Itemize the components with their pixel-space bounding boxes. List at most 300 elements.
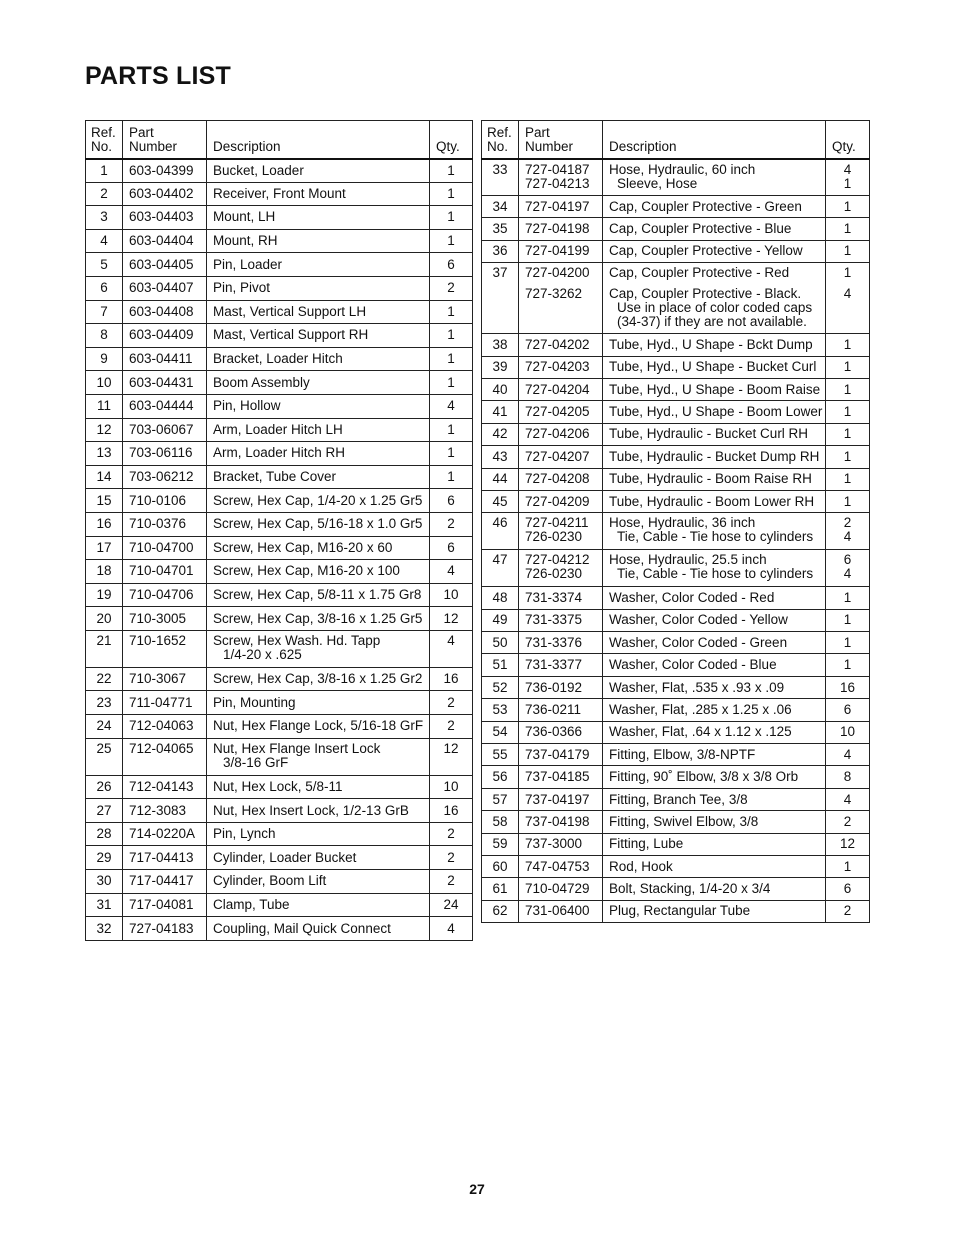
ref-number-cell: 35 <box>482 218 519 240</box>
quantity-cell: 6 <box>826 878 870 900</box>
quantity-cell: 10 <box>430 775 473 799</box>
description-cell: Mount, RH <box>207 229 430 253</box>
table-row <box>482 609 870 631</box>
quantity-cell: 12 <box>430 607 473 631</box>
part-number-cell: 710-3005 <box>123 607 207 631</box>
part-number-cell: 703-06116 <box>123 442 207 466</box>
description-cell: Washer, Color Coded - Yellow <box>603 609 826 631</box>
ref-number-cell: 43 <box>482 446 519 468</box>
ref-number-cell: 28 <box>86 822 123 846</box>
description-cell: Tube, Hyd., U Shape - Boom Lower <box>603 401 826 423</box>
ref-number-cell: 22 <box>86 667 123 691</box>
ref-number-cell: 52 <box>482 676 519 698</box>
part-number-cell: 603-04399 <box>123 159 207 183</box>
description-cell: Tube, Hyd., U Shape - Boom Raise <box>603 378 826 400</box>
quantity-cell: 2 <box>430 512 473 536</box>
table-row <box>86 229 473 253</box>
table-row <box>86 206 473 230</box>
description-cell: Plug, Rectangular Tube <box>603 900 826 922</box>
quantity-cell: 1 <box>430 324 473 348</box>
ref-number-cell: 61 <box>482 878 519 900</box>
ref-number-cell: 7 <box>86 300 123 324</box>
description-cell: Arm, Loader Hitch RH <box>207 442 430 466</box>
quantity-cell: 1 <box>430 159 473 183</box>
table-row <box>86 489 473 513</box>
part-number-cell: 603-04405 <box>123 253 207 277</box>
table-row <box>482 159 870 196</box>
table-row <box>482 196 870 218</box>
ref-number-cell: 17 <box>86 536 123 560</box>
description-cell: Tube, Hyd., U Shape - Bckt Dump <box>603 334 826 356</box>
table-row <box>86 512 473 536</box>
description-cell: Cap, Coupler Protective - Yellow <box>603 240 826 262</box>
description-cell: Screw, Hex Cap, 1/4-20 x 1.25 Gr5 <box>207 489 430 513</box>
part-number-cell: 717-04081 <box>123 893 207 917</box>
description-cell: Screw, Hex Wash. Hd. Tapp 1/4-20 x .625 <box>207 630 430 667</box>
quantity-cell: 1 <box>826 632 870 654</box>
quantity-cell: 1 <box>430 300 473 324</box>
quantity-cell: 4 1 <box>826 159 870 196</box>
description-cell: Tube, Hydraulic - Boom Lower RH <box>603 490 826 512</box>
description-cell: Hose, Hydraulic, 36 inch Tie, Cable - Tie hose to cylinders <box>603 513 826 550</box>
part-number-cell: 710-1652 <box>123 630 207 667</box>
table-row <box>86 738 473 775</box>
quantity-cell: 2 <box>826 900 870 922</box>
table-row <box>482 744 870 766</box>
quantity-cell: 4 <box>430 917 473 941</box>
part-number-cell: 712-3083 <box>123 799 207 823</box>
part-number-cell: 727-04200 727-3262 <box>519 263 603 334</box>
part-number-cell: 717-04413 <box>123 846 207 870</box>
ref-number-cell: 11 <box>86 394 123 418</box>
ref-number-cell: 13 <box>86 442 123 466</box>
ref-number-cell: 1 <box>86 159 123 183</box>
part-number-cell: 731-3377 <box>519 654 603 676</box>
header-ref: Ref. No. <box>482 121 519 159</box>
ref-number-cell: 15 <box>86 489 123 513</box>
ref-number-cell: 41 <box>482 401 519 423</box>
table-row <box>482 811 870 833</box>
description-cell: Mount, LH <box>207 206 430 230</box>
description-cell: Screw, Hex Cap, M16-20 x 60 <box>207 536 430 560</box>
header-part-number: Part Number <box>519 121 603 159</box>
table-row <box>86 418 473 442</box>
table-row <box>482 401 870 423</box>
header-qty: Qty. <box>826 121 870 159</box>
table-row <box>86 691 473 715</box>
description-cell: Hose, Hydraulic, 25.5 inch Tie, Cable - Tie hose to cylinders <box>603 550 826 587</box>
quantity-cell: 1 <box>826 855 870 877</box>
ref-number-cell: 26 <box>86 775 123 799</box>
description-cell: Fitting, Swivel Elbow, 3/8 <box>603 811 826 833</box>
quantity-cell: 1 <box>430 371 473 395</box>
description-cell: Screw, Hex Cap, 5/8-11 x 1.75 Gr8 <box>207 583 430 607</box>
header-description: Description <box>603 121 826 159</box>
header-qty: Qty. <box>430 121 473 159</box>
quantity-cell: 1 <box>826 587 870 609</box>
table-row <box>86 775 473 799</box>
page-number: 27 <box>469 1181 485 1197</box>
ref-number-cell: 38 <box>482 334 519 356</box>
table-row <box>86 799 473 823</box>
part-number-cell: 710-3067 <box>123 667 207 691</box>
description-cell: Tube, Hydraulic - Boom Raise RH <box>603 468 826 490</box>
part-number-cell: 731-3376 <box>519 632 603 654</box>
description-cell: Fitting, Branch Tee, 3/8 <box>603 788 826 810</box>
table-row <box>86 870 473 894</box>
ref-number-cell: 39 <box>482 356 519 378</box>
quantity-cell: 1 <box>826 218 870 240</box>
description-cell: Pin, Mounting <box>207 691 430 715</box>
table-row <box>482 550 870 587</box>
table-row <box>86 667 473 691</box>
table-row <box>482 632 870 654</box>
part-number-cell: 603-04407 <box>123 276 207 300</box>
table-row <box>86 715 473 739</box>
quantity-cell: 1 <box>430 418 473 442</box>
ref-number-cell: 40 <box>482 378 519 400</box>
description-cell: Cylinder, Loader Bucket <box>207 846 430 870</box>
part-number-cell: 710-04700 <box>123 536 207 560</box>
description-cell: Pin, Loader <box>207 253 430 277</box>
ref-number-cell: 12 <box>86 418 123 442</box>
quantity-cell: 12 <box>430 738 473 775</box>
part-number-cell: 747-04753 <box>519 855 603 877</box>
description-cell: Bolt, Stacking, 1/4-20 x 3/4 <box>603 878 826 900</box>
ref-number-cell: 51 <box>482 654 519 676</box>
parts-table-left <box>85 120 473 941</box>
description-cell: Receiver, Front Mount <box>207 182 430 206</box>
description-cell: Washer, Color Coded - Green <box>603 632 826 654</box>
quantity-cell: 2 <box>430 870 473 894</box>
description-cell: Cap, Coupler Protective - Red Cap, Coupler Protective - Black. Use in place of color coded caps (34-37) if they are not available. <box>603 263 826 334</box>
ref-number-cell: 2 <box>86 182 123 206</box>
quantity-cell: 16 <box>430 799 473 823</box>
part-number-cell: 727-04198 <box>519 218 603 240</box>
quantity-cell: 1 4 <box>826 263 870 334</box>
table-row <box>86 560 473 584</box>
part-number-cell: 710-0106 <box>123 489 207 513</box>
description-cell: Screw, Hex Cap, 3/8-16 x 1.25 Gr2 <box>207 667 430 691</box>
table-row <box>86 300 473 324</box>
quantity-cell: 6 <box>430 489 473 513</box>
quantity-cell: 12 <box>826 833 870 855</box>
table-row <box>482 468 870 490</box>
quantity-cell: 2 <box>430 715 473 739</box>
description-cell: Fitting, Elbow, 3/8-NPTF <box>603 744 826 766</box>
ref-number-cell: 36 <box>482 240 519 262</box>
ref-number-cell: 50 <box>482 632 519 654</box>
part-number-cell: 727-04206 <box>519 423 603 445</box>
table-row <box>482 334 870 356</box>
page-title: PARTS LIST <box>85 62 231 90</box>
ref-number-cell: 32 <box>86 917 123 941</box>
quantity-cell: 1 <box>826 334 870 356</box>
table-row <box>86 442 473 466</box>
description-cell: Mast, Vertical Support RH <box>207 324 430 348</box>
description-cell: Washer, Color Coded - Red <box>603 587 826 609</box>
quantity-cell: 10 <box>826 721 870 743</box>
quantity-cell: 10 <box>430 583 473 607</box>
part-number-cell: 736-0192 <box>519 676 603 698</box>
part-number-cell: 603-04408 <box>123 300 207 324</box>
table-row <box>86 371 473 395</box>
ref-number-cell: 34 <box>482 196 519 218</box>
description-cell: Fitting, 90˚ Elbow, 3/8 x 3/8 Orb <box>603 766 826 788</box>
quantity-cell: 8 <box>826 766 870 788</box>
part-number-cell: 727-04208 <box>519 468 603 490</box>
quantity-cell: 2 4 <box>826 513 870 550</box>
quantity-cell: 1 <box>430 442 473 466</box>
part-number-cell: 727-04183 <box>123 917 207 941</box>
table-row <box>482 423 870 445</box>
description-cell: Screw, Hex Cap, 3/8-16 x 1.25 Gr5 <box>207 607 430 631</box>
quantity-cell: 1 <box>826 654 870 676</box>
table-row <box>482 513 870 550</box>
ref-number-cell: 56 <box>482 766 519 788</box>
table-row <box>86 253 473 277</box>
part-number-cell: 736-0211 <box>519 699 603 721</box>
description-cell: Washer, Color Coded - Blue <box>603 654 826 676</box>
description-cell: Bracket, Loader Hitch <box>207 347 430 371</box>
quantity-cell: 4 <box>430 394 473 418</box>
table-row <box>482 676 870 698</box>
description-cell: Pin, Hollow <box>207 394 430 418</box>
part-number-cell: 736-0366 <box>519 721 603 743</box>
part-number-cell: 727-04204 <box>519 378 603 400</box>
table-row <box>86 607 473 631</box>
table-row <box>482 240 870 262</box>
ref-number-cell: 58 <box>482 811 519 833</box>
ref-number-cell: 9 <box>86 347 123 371</box>
header-part-number: Part Number <box>123 121 207 159</box>
part-number-cell: 737-3000 <box>519 833 603 855</box>
description-cell: Washer, Flat, .64 x 1.12 x .125 <box>603 721 826 743</box>
quantity-cell: 1 <box>430 182 473 206</box>
quantity-cell: 6 4 <box>826 550 870 587</box>
description-cell: Nut, Hex Lock, 5/8-11 <box>207 775 430 799</box>
part-number-cell: 710-04706 <box>123 583 207 607</box>
table-row <box>482 446 870 468</box>
quantity-cell: 16 <box>430 667 473 691</box>
ref-number-cell: 46 <box>482 513 519 550</box>
ref-number-cell: 5 <box>86 253 123 277</box>
part-number-cell: 603-04403 <box>123 206 207 230</box>
quantity-cell: 2 <box>430 276 473 300</box>
ref-number-cell: 31 <box>86 893 123 917</box>
part-number-cell: 710-04729 <box>519 878 603 900</box>
part-number-cell: 737-04179 <box>519 744 603 766</box>
table-row <box>86 324 473 348</box>
description-cell: Washer, Flat, .535 x .93 x .09 <box>603 676 826 698</box>
ref-number-cell: 4 <box>86 229 123 253</box>
quantity-cell: 6 <box>826 699 870 721</box>
quantity-cell: 1 <box>430 206 473 230</box>
table-row <box>86 893 473 917</box>
table-row <box>482 587 870 609</box>
table-row <box>86 846 473 870</box>
part-number-cell: 727-04205 <box>519 401 603 423</box>
description-cell: Pin, Lynch <box>207 822 430 846</box>
quantity-cell: 4 <box>430 630 473 667</box>
ref-number-cell: 59 <box>482 833 519 855</box>
description-cell: Screw, Hex Cap, M16-20 x 100 <box>207 560 430 584</box>
ref-number-cell: 19 <box>86 583 123 607</box>
table-row <box>482 654 870 676</box>
quantity-cell: 1 <box>430 229 473 253</box>
description-cell: Nut, Hex Flange Lock, 5/16-18 GrF <box>207 715 430 739</box>
part-number-cell: 727-04209 <box>519 490 603 512</box>
ref-number-cell: 18 <box>86 560 123 584</box>
quantity-cell: 1 <box>826 609 870 631</box>
ref-number-cell: 20 <box>86 607 123 631</box>
part-number-cell: 603-04404 <box>123 229 207 253</box>
description-cell: Bucket, Loader <box>207 159 430 183</box>
part-number-cell: 711-04771 <box>123 691 207 715</box>
ref-number-cell: 25 <box>86 738 123 775</box>
description-cell: Tube, Hydraulic - Bucket Curl RH <box>603 423 826 445</box>
quantity-cell: 1 <box>826 468 870 490</box>
ref-number-cell: 57 <box>482 788 519 810</box>
description-cell: Clamp, Tube <box>207 893 430 917</box>
part-number-cell: 731-06400 <box>519 900 603 922</box>
table-row <box>86 583 473 607</box>
quantity-cell: 2 <box>430 822 473 846</box>
part-number-cell: 727-04187 727-04213 <box>519 159 603 196</box>
quantity-cell: 1 <box>826 196 870 218</box>
description-cell: Washer, Flat, .285 x 1.25 x .06 <box>603 699 826 721</box>
ref-number-cell: 16 <box>86 512 123 536</box>
table-row <box>86 465 473 489</box>
parts-table-right <box>481 120 870 923</box>
ref-number-cell: 53 <box>482 699 519 721</box>
part-number-cell: 727-04203 <box>519 356 603 378</box>
table-row <box>86 917 473 941</box>
part-number-cell: 712-04143 <box>123 775 207 799</box>
ref-number-cell: 6 <box>86 276 123 300</box>
part-number-cell: 710-04701 <box>123 560 207 584</box>
part-number-cell: 717-04417 <box>123 870 207 894</box>
quantity-cell: 24 <box>430 893 473 917</box>
table-row <box>482 833 870 855</box>
table-row <box>86 182 473 206</box>
part-number-cell: 714-0220A <box>123 822 207 846</box>
ref-number-cell: 47 <box>482 550 519 587</box>
quantity-cell: 16 <box>826 676 870 698</box>
table-row <box>482 721 870 743</box>
part-number-cell: 737-04185 <box>519 766 603 788</box>
table-row <box>86 822 473 846</box>
part-number-cell: 737-04198 <box>519 811 603 833</box>
quantity-cell: 1 <box>826 423 870 445</box>
ref-number-cell: 23 <box>86 691 123 715</box>
table-header-row <box>482 121 870 159</box>
quantity-cell: 1 <box>826 378 870 400</box>
ref-number-cell: 45 <box>482 490 519 512</box>
part-number-cell: 703-06212 <box>123 465 207 489</box>
ref-number-cell: 55 <box>482 744 519 766</box>
quantity-cell: 1 <box>430 347 473 371</box>
ref-number-cell: 48 <box>482 587 519 609</box>
table-row <box>86 394 473 418</box>
quantity-cell: 1 <box>826 490 870 512</box>
table-row <box>482 878 870 900</box>
ref-number-cell: 3 <box>86 206 123 230</box>
table-row <box>482 356 870 378</box>
ref-number-cell: 24 <box>86 715 123 739</box>
quantity-cell: 1 <box>826 401 870 423</box>
table-header-row <box>86 121 473 159</box>
part-number-cell: 712-04065 <box>123 738 207 775</box>
ref-number-cell: 21 <box>86 630 123 667</box>
header-ref: Ref. No. <box>86 121 123 159</box>
table-row <box>482 900 870 922</box>
description-cell: Bracket, Tube Cover <box>207 465 430 489</box>
table-row <box>482 378 870 400</box>
ref-number-cell: 49 <box>482 609 519 631</box>
ref-number-cell: 54 <box>482 721 519 743</box>
description-cell: Mast, Vertical Support LH <box>207 300 430 324</box>
table-row <box>482 766 870 788</box>
description-cell: Boom Assembly <box>207 371 430 395</box>
part-number-cell: 737-04197 <box>519 788 603 810</box>
table-row <box>482 699 870 721</box>
ref-number-cell: 14 <box>86 465 123 489</box>
part-number-cell: 603-04431 <box>123 371 207 395</box>
part-number-cell: 603-04409 <box>123 324 207 348</box>
description-cell: Cap, Coupler Protective - Green <box>603 196 826 218</box>
table-row <box>86 159 473 183</box>
part-number-cell: 710-0376 <box>123 512 207 536</box>
description-cell: Hose, Hydraulic, 60 inch Sleeve, Hose <box>603 159 826 196</box>
ref-number-cell: 27 <box>86 799 123 823</box>
quantity-cell: 1 <box>826 240 870 262</box>
table-row <box>482 218 870 240</box>
ref-number-cell: 62 <box>482 900 519 922</box>
description-cell: Fitting, Lube <box>603 833 826 855</box>
ref-number-cell: 44 <box>482 468 519 490</box>
quantity-cell: 6 <box>430 536 473 560</box>
description-cell: Nut, Hex Insert Lock, 1/2-13 GrB <box>207 799 430 823</box>
part-number-cell: 727-04211 726-0230 <box>519 513 603 550</box>
quantity-cell: 1 <box>826 446 870 468</box>
part-number-cell: 727-04199 <box>519 240 603 262</box>
table-row <box>86 630 473 667</box>
quantity-cell: 2 <box>430 846 473 870</box>
quantity-cell: 1 <box>826 356 870 378</box>
table-row <box>482 855 870 877</box>
description-cell: Cap, Coupler Protective - Blue <box>603 218 826 240</box>
quantity-cell: 2 <box>430 691 473 715</box>
part-number-cell: 727-04202 <box>519 334 603 356</box>
quantity-cell: 4 <box>826 788 870 810</box>
part-number-cell: 712-04063 <box>123 715 207 739</box>
table-row <box>86 347 473 371</box>
ref-number-cell: 33 <box>482 159 519 196</box>
ref-number-cell: 30 <box>86 870 123 894</box>
quantity-cell: 2 <box>826 811 870 833</box>
description-cell: Tube, Hyd., U Shape - Bucket Curl <box>603 356 826 378</box>
description-cell: Arm, Loader Hitch LH <box>207 418 430 442</box>
table-row <box>482 263 870 334</box>
table-row <box>482 788 870 810</box>
description-cell: Pin, Pivot <box>207 276 430 300</box>
part-number-cell: 703-06067 <box>123 418 207 442</box>
description-cell: Cylinder, Boom Lift <box>207 870 430 894</box>
table-row <box>86 276 473 300</box>
part-number-cell: 603-04444 <box>123 394 207 418</box>
description-cell: Rod, Hook <box>603 855 826 877</box>
